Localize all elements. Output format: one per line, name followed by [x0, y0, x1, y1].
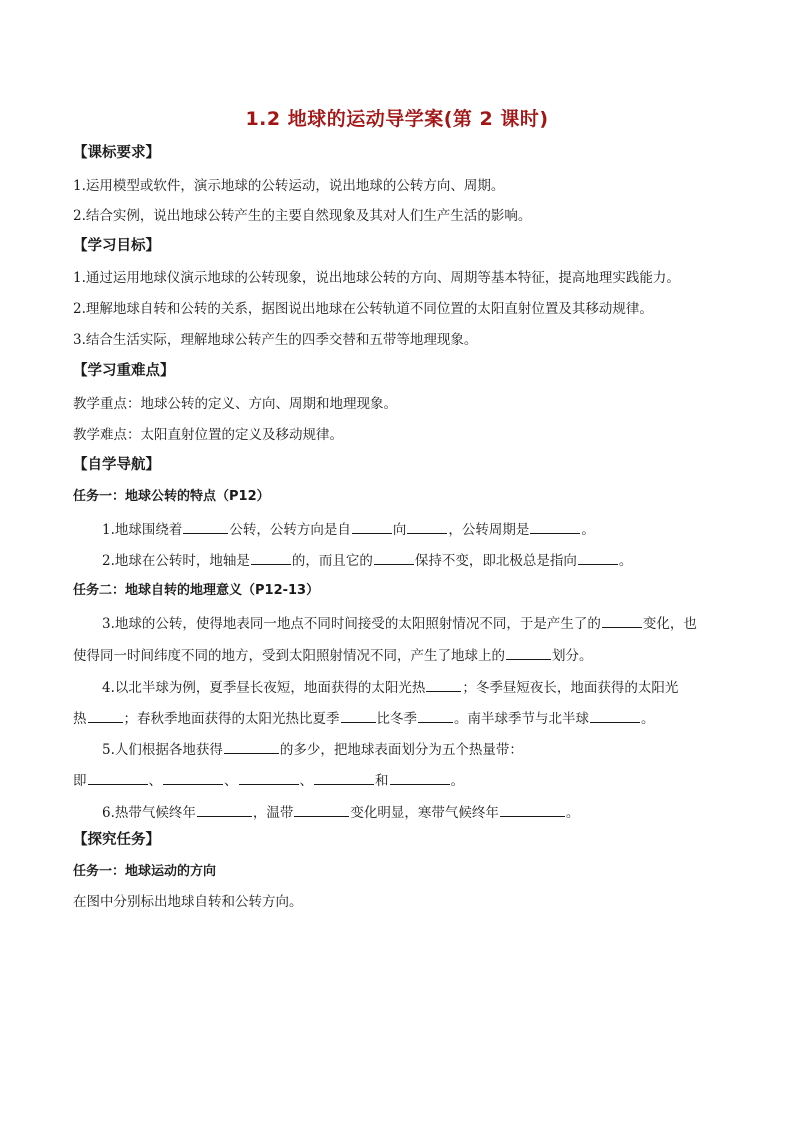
fill-blank[interactable]	[500, 801, 565, 817]
fill-blank[interactable]	[251, 549, 291, 565]
objective-item-1: 1.通过运用地球仪演示地球的公转现象，说出地球公转的方向、周期等基本特征，提高地理实践能力。	[73, 270, 680, 286]
fill-blank[interactable]	[352, 518, 392, 534]
question-text: 6.热带气候终年	[102, 805, 196, 821]
section-heading-curriculum: 【课标要求】	[73, 145, 160, 161]
task1-title: 任务一：地球公转的特点（P12）	[73, 489, 270, 504]
question-text: 保持不变，即北极总是指向	[414, 553, 577, 569]
section-heading-self-study: 【自学导航】	[73, 457, 160, 473]
question-text: 变化，也	[642, 616, 697, 632]
section-heading-explore: 【探究任务】	[73, 832, 160, 848]
question-text: 3.地球的公转，使得地表同一地点不同时间接受的太阳照射情况不同，于是产生了的	[102, 616, 601, 632]
question-text: ，公转周期是	[448, 522, 530, 538]
key-point-difficulty: 教学难点：太阳直射位置的定义及移动规律。	[73, 427, 343, 443]
question-text: 、	[299, 773, 313, 789]
section-heading-objectives: 【学习目标】	[73, 238, 160, 254]
question-text: 变化明显，寒带气候终年	[350, 805, 499, 821]
fill-blank[interactable]	[163, 769, 223, 785]
question-1	[102, 518, 595, 538]
question-text: 。	[565, 805, 580, 821]
fill-blank[interactable]	[590, 707, 640, 723]
fill-blank[interactable]	[407, 518, 447, 534]
fill-blank[interactable]	[314, 769, 374, 785]
question-text: 公转，公转方向是自	[229, 522, 351, 538]
fill-blank[interactable]	[578, 549, 618, 565]
fill-blank[interactable]	[374, 549, 414, 565]
key-point-focus: 教学重点：地球公转的定义、方向、周期和地理现象。	[73, 396, 397, 412]
question-text: 的，而且它的	[291, 553, 373, 569]
fill-blank[interactable]	[197, 801, 252, 817]
page-title: 1.2 地球的运动导学案(第 2 课时)	[245, 108, 549, 130]
question-text: 2.地球在公转时，地轴是	[102, 553, 250, 569]
fill-blank[interactable]	[224, 738, 279, 754]
question-text: 热	[73, 711, 87, 727]
question-text: 1.地球围绕着	[102, 522, 183, 538]
question-text: 。	[618, 553, 633, 569]
question-text: 和	[375, 773, 389, 789]
fill-blank[interactable]	[418, 707, 453, 723]
fill-blank[interactable]	[506, 644, 551, 660]
task2-title: 任务二：地球自转的地理意义（P12-13）	[73, 583, 320, 598]
fill-blank[interactable]	[239, 769, 299, 785]
question-text: 比冬季	[376, 711, 417, 727]
question-text: 。	[641, 711, 655, 727]
question-5-line-1	[102, 738, 523, 758]
question-text: 的多少，把地球表面划分为五个热量带：	[279, 742, 523, 758]
question-2	[102, 549, 632, 569]
objective-item-2: 2.理解地球自转和公转的关系，据图说出地球在公转轨道不同位置的太阳直射位置及其移动规律。	[73, 301, 653, 317]
question-text: 、	[148, 773, 162, 789]
fill-blank[interactable]	[602, 612, 642, 628]
explore-task1-title: 任务一：地球运动的方向	[73, 864, 217, 879]
question-3-line-2	[73, 644, 593, 664]
question-text: ，温带	[252, 805, 294, 821]
question-6	[102, 801, 579, 821]
question-4-line-1	[102, 676, 678, 696]
question-text: 4.以北半球为例，夏季昼长夜短，地面获得的太阳光热	[102, 680, 426, 696]
fill-blank[interactable]	[390, 769, 450, 785]
question-text: 使得同一时间纬度不同的地方，受到太阳照射情况不同，产生了地球上的	[73, 648, 505, 664]
question-text: 即	[73, 773, 87, 789]
fill-blank[interactable]	[294, 801, 349, 817]
fill-blank[interactable]	[183, 518, 228, 534]
question-text: ；冬季昼短夜长，地面获得的太阳光	[462, 680, 679, 696]
question-text: 。南半球季节与北半球	[454, 711, 589, 727]
fill-blank[interactable]	[426, 676, 461, 692]
question-4-line-2	[73, 707, 655, 727]
question-text: 、	[224, 773, 238, 789]
explore-instruction: 在图中分别标出地球自转和公转方向。	[73, 894, 303, 910]
curriculum-item-1: 1.运用模型或软件，演示地球的公转运动，说出地球的公转方向、周期。	[73, 178, 505, 194]
question-text: 5.人们根据各地获得	[102, 742, 223, 758]
question-text: 划分。	[552, 648, 593, 664]
question-text: ；春秋季地面获得的太阳光热比夏季	[123, 711, 340, 727]
question-text: 。	[581, 522, 595, 538]
curriculum-item-2: 2.结合实例，说出地球公转产生的主要自然现象及其对人们生产生活的影响。	[73, 208, 532, 224]
fill-blank[interactable]	[341, 707, 376, 723]
fill-blank[interactable]	[530, 518, 580, 534]
question-text: 。	[450, 773, 464, 789]
question-text: 向	[392, 522, 407, 538]
objective-item-3: 3.结合生活实际，理解地球公转产生的四季交替和五带等地理现象。	[73, 332, 478, 348]
section-heading-key-points: 【学习重难点】	[73, 363, 175, 379]
fill-blank[interactable]	[88, 769, 148, 785]
fill-blank[interactable]	[88, 707, 123, 723]
question-3-line-1	[102, 612, 697, 632]
question-5-line-2	[73, 769, 464, 789]
